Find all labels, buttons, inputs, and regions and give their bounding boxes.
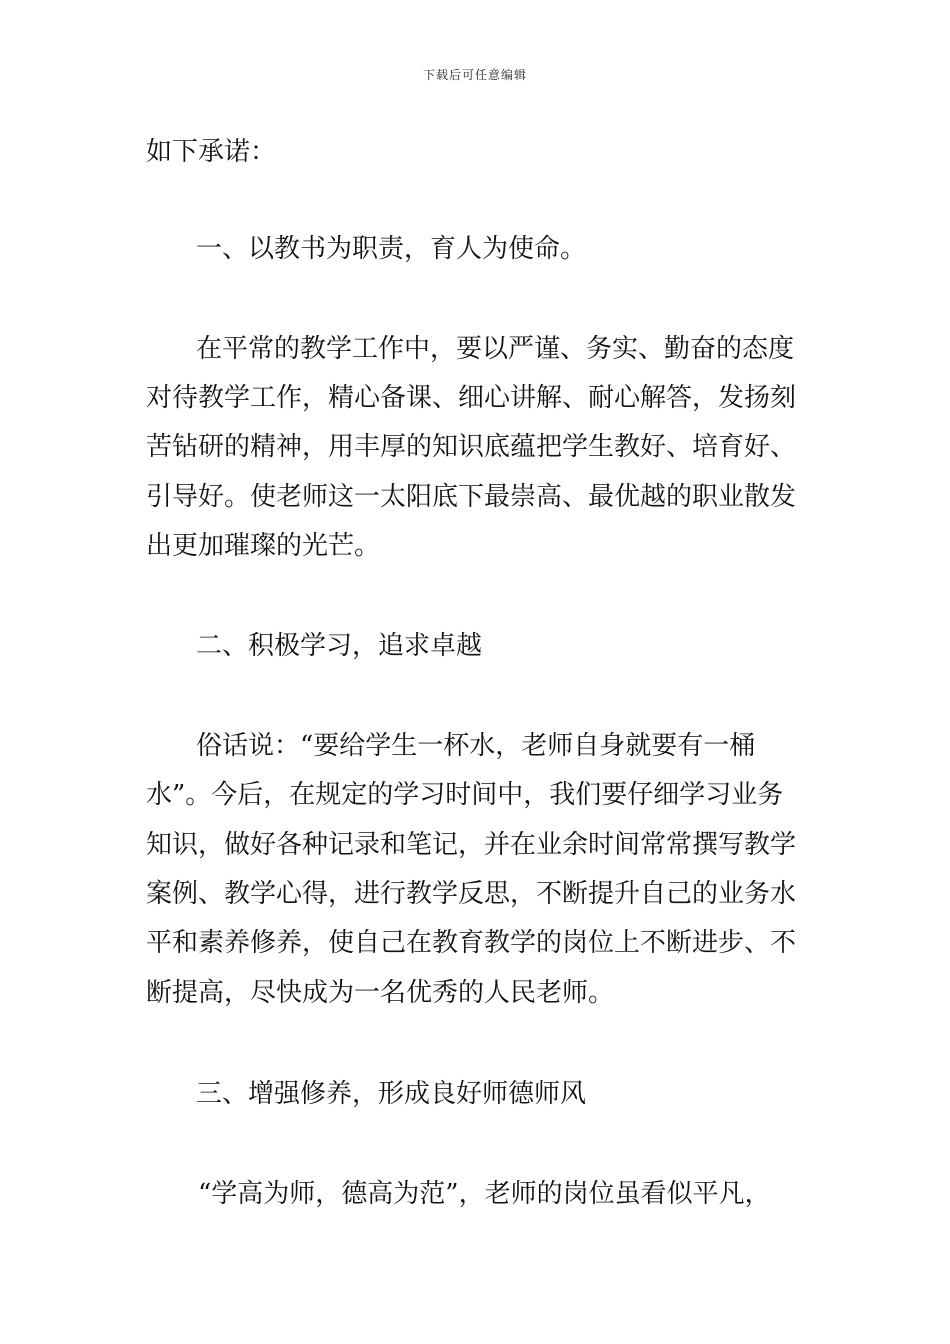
section2-line-3: 知识，做好各种记录和笔记，并在业余时间常常撰写教学 (146, 830, 797, 860)
section1-line-5: 出更加璀璨的光芒。 (146, 531, 381, 561)
section1-line-2: 对待教学工作，精心备课、细心讲解、耐心解答，发扬刻 (146, 383, 797, 413)
section2-line-6: 断提高，尽快成为一名优秀的人民老师。 (146, 978, 615, 1008)
intro-text: 如下承诺： (146, 137, 277, 167)
section2-line-2: 水”。今后，在规定的学习时间中，我们要仔细学习业务 (146, 780, 784, 810)
section2-line-1: 俗话说：“要给学生一杯水，老师自身就要有一桶 (196, 731, 756, 761)
section3-line-1: “学高为师，德高为范”，老师的岗位虽看似平凡， (198, 1179, 771, 1209)
section-heading-3: 三、增强修养，形成良好师德师风 (196, 1079, 587, 1109)
section1-line-3: 苦钻研的精神，用丰厚的知识底蕴把学生教好、培育好、 (146, 432, 797, 462)
header-note: 下载后可任意编辑 (422, 68, 527, 82)
section1-line-4: 引导好。使老师这一太阳底下最崇高、最优越的职业散发 (146, 482, 797, 512)
section2-line-5: 平和素养修养，使自己在教育教学的岗位上不断进步、不 (146, 928, 797, 958)
section-heading-1: 一、以教书为职责，育人为使命。 (196, 234, 587, 264)
section-heading-2: 二、积极学习，追求卓越 (196, 631, 483, 661)
section1-line-1: 在平常的教学工作中，要以严谨、务实、勤奋的态度 (196, 334, 795, 364)
section2-line-4: 案例、教学心得，进行教学反思，不断提升自己的业务水 (146, 879, 797, 909)
